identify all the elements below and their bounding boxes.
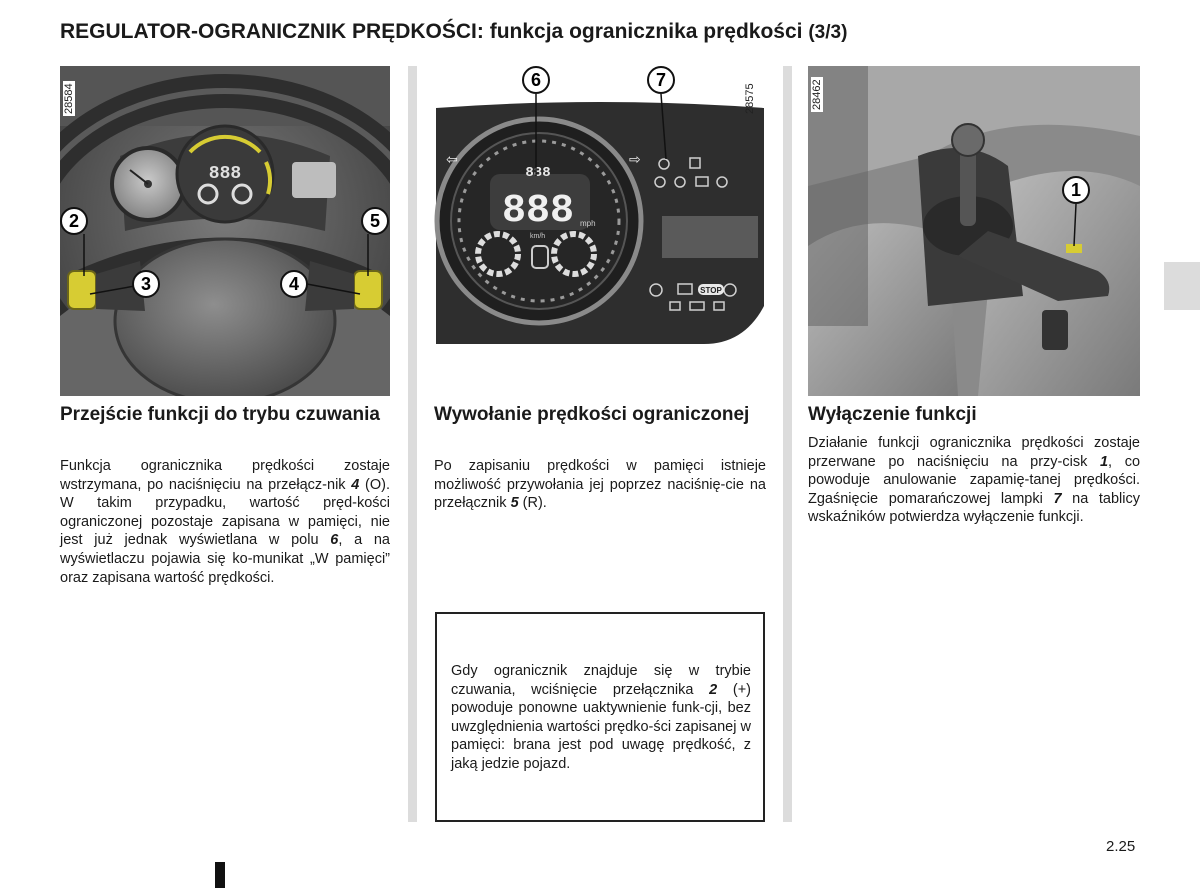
speed-unit-kmh: km/h xyxy=(530,233,546,240)
footer-mark xyxy=(215,862,225,888)
section-heading: Przejście funkcji do trybu czuwania xyxy=(60,404,380,425)
section-heading: Wywołanie prędkości ograniczonej xyxy=(434,404,750,425)
section-heading: Wyłączenie funkcji xyxy=(808,404,977,425)
speed-unit-mph: mph xyxy=(580,219,596,228)
column-divider xyxy=(783,66,792,822)
callout-label: 6 xyxy=(530,70,542,90)
figure-id: 28575 xyxy=(744,83,756,114)
callout-label: 1 xyxy=(1070,180,1082,200)
reference-number: 4 xyxy=(351,476,360,493)
callout-label: 7 xyxy=(655,70,667,90)
section-paragraph: Funkcja ogranicznika prędkości zostaje wstrzymana, po naciśnięciu na przełącz-nik 4 (O). W takim przypadku, wartość pręd-kości ograniczonej pozostaje zapisana w pamięci, nie jest już jednak wyświetlana w polu 6, a na wyświetlaczu pojawia się ko-munikat „W pamięci” oraz zapisana wartość prędkości. xyxy=(60,458,391,586)
reference-number: 2 xyxy=(709,681,718,698)
callout-label: 5 xyxy=(369,211,381,231)
callout-label: 4 xyxy=(288,274,300,294)
page-title-text: REGULATOR-OGRANICZNIK PRĘDKOŚCI: funkcja ogranicznika prędkości xyxy=(60,20,803,43)
chapter-tab xyxy=(1164,262,1200,310)
figure-id: 28462 xyxy=(811,79,823,110)
section-paragraph: Po zapisaniu prędkości w pamięci istnieje możliwość przywołania jej poprzez naciśnię-cie na przełącznik 5 (R). xyxy=(434,458,766,512)
reference-number: 7 xyxy=(1053,490,1062,507)
stop-label: STOP xyxy=(700,286,722,295)
instrument-cluster-figure xyxy=(434,66,766,348)
cluster-speed-digits: 888 xyxy=(501,189,575,234)
svg-text:⇨: ⇨ xyxy=(629,152,641,168)
column-divider xyxy=(408,66,417,822)
steering-display-digits: 888 xyxy=(208,164,242,184)
page-title-part: (3/3) xyxy=(808,22,848,43)
note-text: Gdy ogranicznik znajduje się w trybie czuwania, wciśnięcie przełącznika 2 (+) powoduje ponowne uaktywnienie funk-cji, bez uwzględnienia wartości prędko-ści zapisanej w pamięci: brana jest pod uwagę prędkość, z jaką jedzie pojazd. xyxy=(451,663,751,772)
reference-number: 5 xyxy=(510,495,519,512)
svg-text:⇦: ⇦ xyxy=(446,152,458,168)
figure-id: 28584 xyxy=(63,83,75,114)
callout-label: 2 xyxy=(68,211,80,231)
page-number: 2.25 xyxy=(1106,838,1136,855)
page-title xyxy=(60,20,847,44)
callout-label: 3 xyxy=(140,274,152,294)
reference-number: 1 xyxy=(1099,453,1109,470)
cluster-limit-digits: 888 xyxy=(525,165,551,181)
center-console-figure xyxy=(808,66,1140,396)
steering-wheel-figure xyxy=(60,66,390,396)
section-paragraph: Działanie funkcji ogranicznika prędkości zostaje przerwane po naciśnięciu na przy-cisk 1, co powoduje anulowanie zapamię-tanej prędkości. Zgaśnięcie pomarańczowej lampki 7 na tablicy wskaźników potwierdza wyłączenie funkcji. xyxy=(808,435,1141,526)
reference-number: 6 xyxy=(330,532,339,549)
note-box xyxy=(435,612,765,822)
